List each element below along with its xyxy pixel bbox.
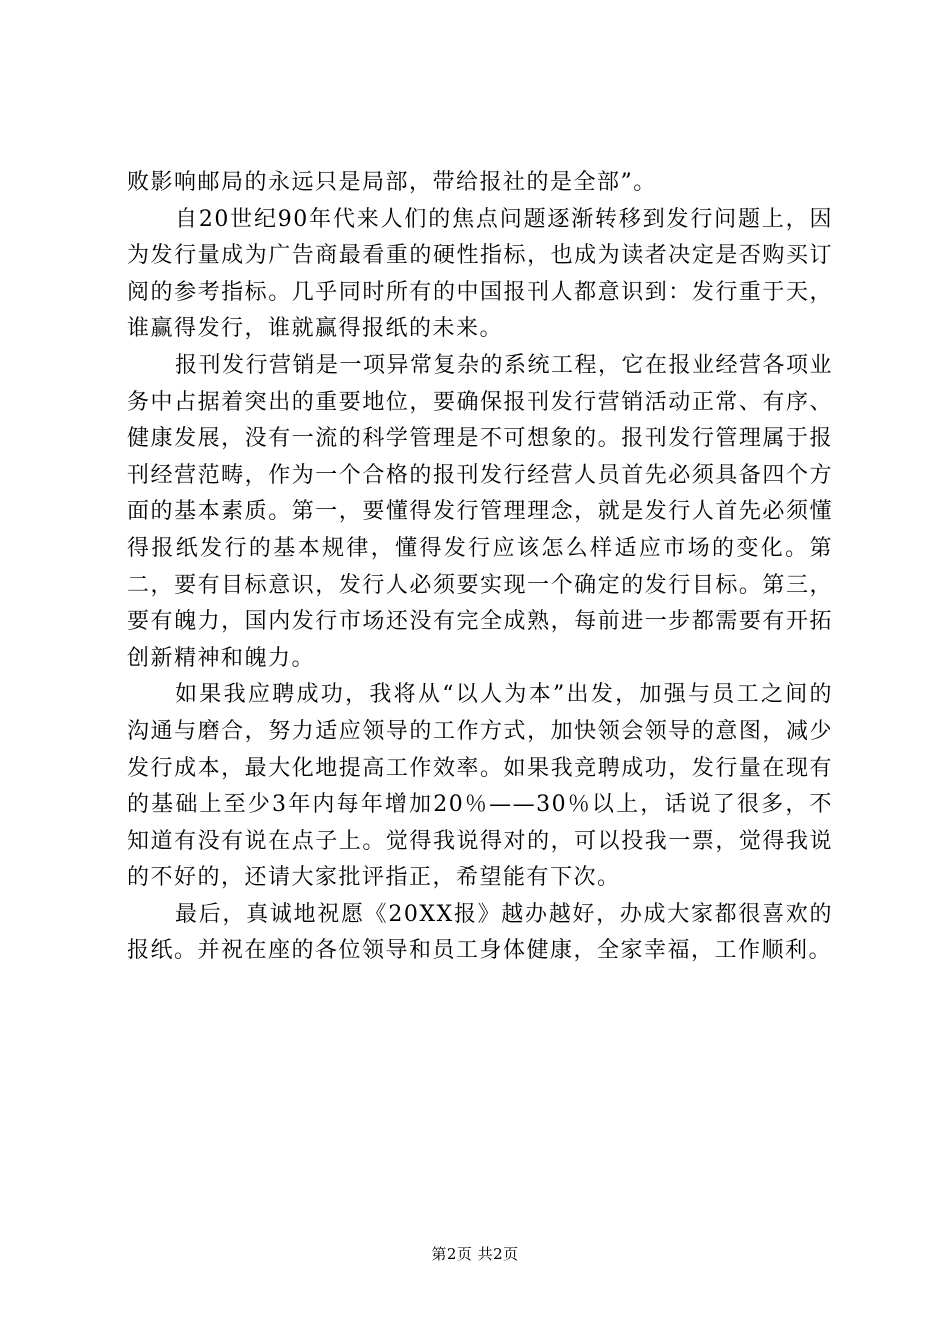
page-number-footer: 第2页 共2页 [431, 1245, 519, 1263]
document-body [127, 165, 833, 970]
paragraph-distribution-management: 报刊发行营销是一项异常复杂的系统工程，它在报业经营各项业务中占据着突出的重要地位，要确保报刊发行营销活动正常、有序、健康发展，没有一流的科学管理是不可想象的。报刊发行管理属于报刊经营范畴，作为一个合格的报刊发行经营人员首先必须具备四个方面的基本素质。第一，要懂得发行管理理念，就是发行人首先必须懂得报纸发行的基本规律，懂得发行应该怎么样适应市场的变化。第二，要有目标意识，发行人必须要实现一个确定的发行目标。第三，要有魄力，国内发行市场还没有完全成熟，每前进一步都需要有开拓创新精神和魄力。 [127, 352, 834, 671]
paragraph-pledge: 如果我应聘成功，我将从“以人为本”出发，加强与员工之间的沟通与磨合，努力适应领导的工作方式，加快领会领导的意图，减少发行成本，最大化地提高工作效率。如果我竞聘成功，发行量在现有的基础上至少3年内每年增加20％——30％以上，话说了很多，不知道有没有说在点子上。觉得我说得对的，可以投我一票，觉得我说的不好的，还请大家批评指正，希望能有下次。 [127, 682, 833, 891]
paragraph-distribution-focus: 自20世纪90年代来人们的焦点问题逐渐转移到发行问题上，因为发行量成为广告商最看重的硬性指标，也成为读者决定是否购买订阅的参考指标。几乎同时所有的中国报刊人都意识到：发行重于天，谁赢得发行，谁就赢得报纸的未来。 [127, 206, 833, 342]
paragraph-closing-wishes: 最后，真诚地祝愿《20XX报》越办越好，办成大家都很喜欢的报纸。并祝在座的各位领导和员工身体健康，全家幸福，工作顺利。 [127, 901, 833, 964]
paragraph-continuation: 败影响邮局的永远只是局部，带给报社的是全部”。 [127, 170, 657, 195]
